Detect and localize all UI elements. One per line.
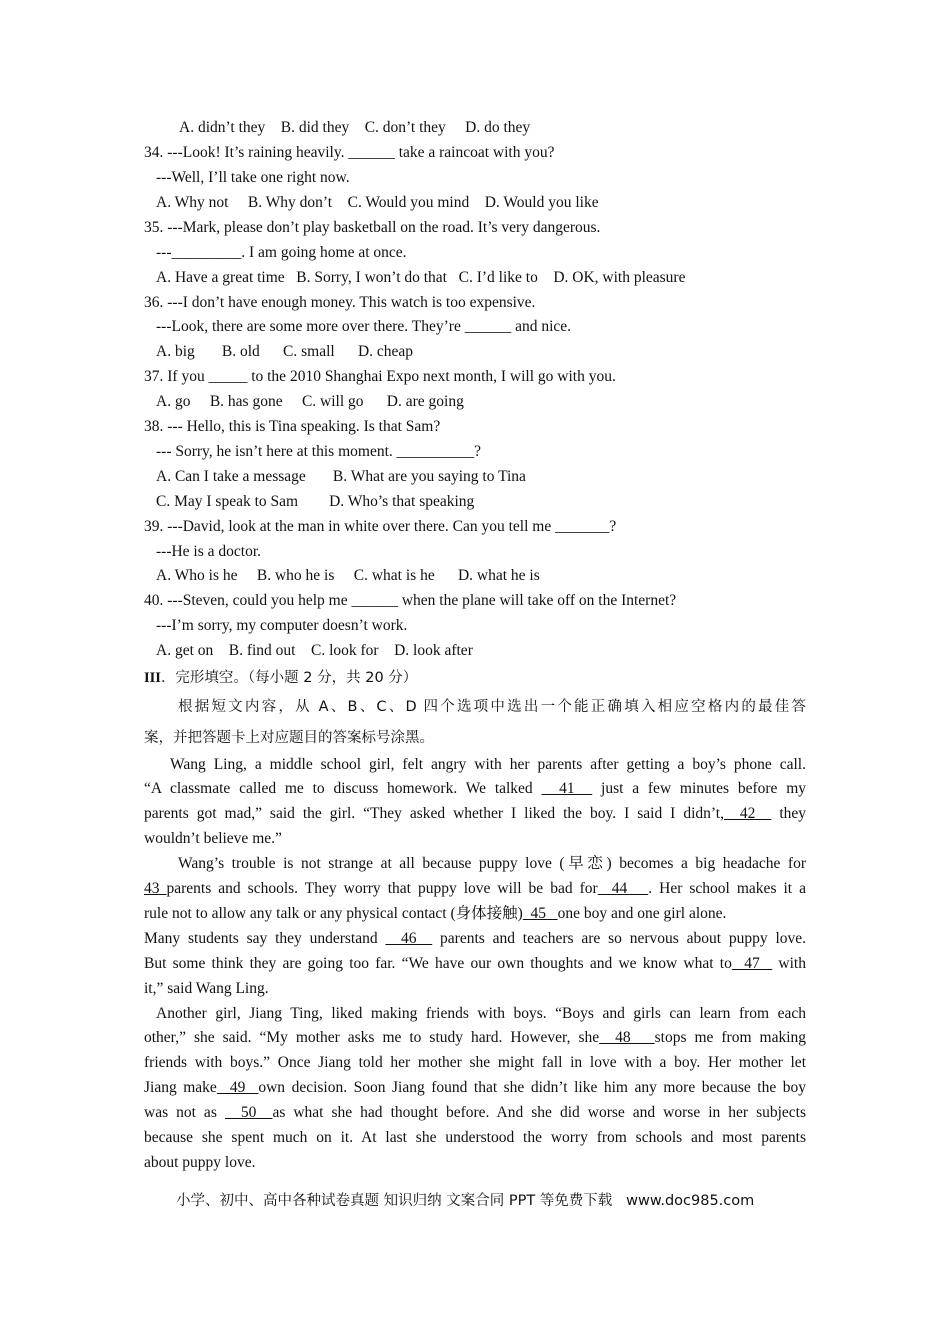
text-line: 36. ---I don’t have enough money. This watch is too expensive. bbox=[144, 294, 536, 311]
text-line: “A classmate called me to discuss homework. We talked 41 just a few minutes before my bbox=[144, 780, 807, 797]
section-number: III bbox=[144, 670, 161, 686]
text-line: friends with boys.” Once Jiang told her mother she might fall in love with a boy. Her mother let bbox=[144, 1054, 806, 1071]
text-line: Wang’s trouble is not strange at all because puppy love (早恋) becomes a big headache for bbox=[178, 855, 806, 872]
text-line: other,” she said. “My mother asks me to study hard. However, she 48 stops me from making bbox=[144, 1029, 807, 1046]
blank-number: 47 bbox=[731, 955, 773, 972]
text-line: 案，并把答题卡上对应题目的答案标号涂黑。 bbox=[144, 730, 434, 746]
text-line: 34. ---Look! It’s raining heavily. ______ take a raincoat with you? bbox=[144, 144, 555, 161]
text-line: 39. ---David, look at the man in white over there. Can you tell me _______? bbox=[144, 518, 617, 535]
text-line: ---I’m sorry, my computer doesn’t work. bbox=[156, 617, 408, 634]
text-line: But some think they are going too far. “We have our own thoughts and we know what to 47 with bbox=[144, 955, 806, 972]
text-line: --- Sorry, he isn’t here at this moment. __________? bbox=[156, 443, 482, 460]
text-line: A. go B. has gone C. will go D. are going bbox=[156, 393, 464, 410]
footer-text: 小学、初中、高中各种试卷真题 知识归纳 文案合同 PPT 等免费下载 www.doc985.com bbox=[176, 1193, 755, 1209]
text-line: 38. --- Hello, this is Tina speaking. Is that Sam? bbox=[144, 418, 441, 435]
text-line: A. big B. old C. small D. cheap bbox=[156, 343, 414, 360]
blank-number: 48 bbox=[599, 1029, 655, 1046]
blank-number: 42 bbox=[723, 805, 772, 822]
text-line: wouldn’t believe me.” bbox=[144, 830, 282, 847]
text-line: 35. ---Mark, please don’t play basketball on the road. It’s very dangerous. bbox=[144, 219, 601, 236]
blank-number: 44 bbox=[597, 880, 649, 897]
text-line: A. Why not B. Why don’t C. Would you mind D. Would you like bbox=[156, 194, 599, 211]
text-line: 根据短文内容，从 A、B、C、D 四个选项中选出一个能正确填入相应空格内的最佳答 bbox=[178, 699, 806, 715]
text-line: ---Well, I’ll take one right now. bbox=[156, 169, 350, 186]
section-heading: III．完形填空。（每小题 2 分，共 20 分） bbox=[144, 670, 418, 686]
text-line: rule not to allow any talk or any physical contact (身体接触) 45 one boy and one girl alone. bbox=[144, 905, 727, 922]
text-line: ---He is a doctor. bbox=[156, 543, 262, 560]
text-line: A. get on B. find out C. look for D. look after bbox=[156, 642, 473, 659]
text-line: C. May I speak to Sam D. Who’s that speaking bbox=[156, 493, 475, 510]
text-line: A. Who is he B. who he is C. what is he D. what he is bbox=[156, 567, 540, 584]
text-line: about puppy love. bbox=[144, 1154, 256, 1171]
text-line: Another girl, Jiang Ting, liked making friends with boys. “Boys and girls can learn from each bbox=[156, 1005, 806, 1022]
text-line: A. Can I take a message B. What are you saying to Tina bbox=[156, 468, 526, 485]
text-line: 40. ---Steven, could you help me ______ when the plane will take off on the Internet? bbox=[144, 592, 677, 609]
text-line: Wang Ling, a middle school girl, felt angry with her parents after getting a boy’s phone call. bbox=[170, 756, 806, 773]
text-line: 37. If you _____ to the 2010 Shanghai Expo next month, I will go with you. bbox=[144, 368, 616, 385]
blank-number: 45 bbox=[522, 905, 558, 922]
blank-number: 46 bbox=[385, 930, 433, 947]
text-line: it,” said Wang Ling. bbox=[144, 980, 269, 997]
text-line: parents got mad,” said the girl. “They asked whether I liked the boy. I said I didn’t, 42 they bbox=[144, 805, 807, 822]
blank-number: 49 bbox=[216, 1079, 259, 1096]
blank-number: 41 bbox=[541, 780, 593, 797]
text-line: Jiang make 49 own decision. Soon Jiang found that she didn’t like him any more because the boy bbox=[144, 1079, 806, 1096]
text-line: ---_________. I am going home at once. bbox=[156, 244, 407, 261]
blank-number: 43 bbox=[144, 880, 167, 897]
text-line: A. didn’t they B. did they C. don’t they D. do they bbox=[179, 119, 531, 136]
text-line: A. Have a great time B. Sorry, I won’t do that C. I’d like to D. OK, with pleasure bbox=[156, 269, 686, 286]
text-line: ---Look, there are some more over there. They’re ______ and nice. bbox=[156, 318, 572, 335]
text-line: 43 parents and schools. They worry that puppy love will be bad for 44 . Her school makes it a bbox=[144, 880, 806, 897]
text-line: Many students say they understand 46 parents and teachers are so nervous about puppy love. bbox=[144, 930, 807, 947]
text-line: because she spent much on it. At last she understood the worry from schools and most parents bbox=[144, 1129, 806, 1146]
text-line: was not as 50 as what she had thought before. And she did worse and worse in her subjects bbox=[144, 1104, 807, 1121]
blank-number: 50 bbox=[224, 1104, 273, 1121]
